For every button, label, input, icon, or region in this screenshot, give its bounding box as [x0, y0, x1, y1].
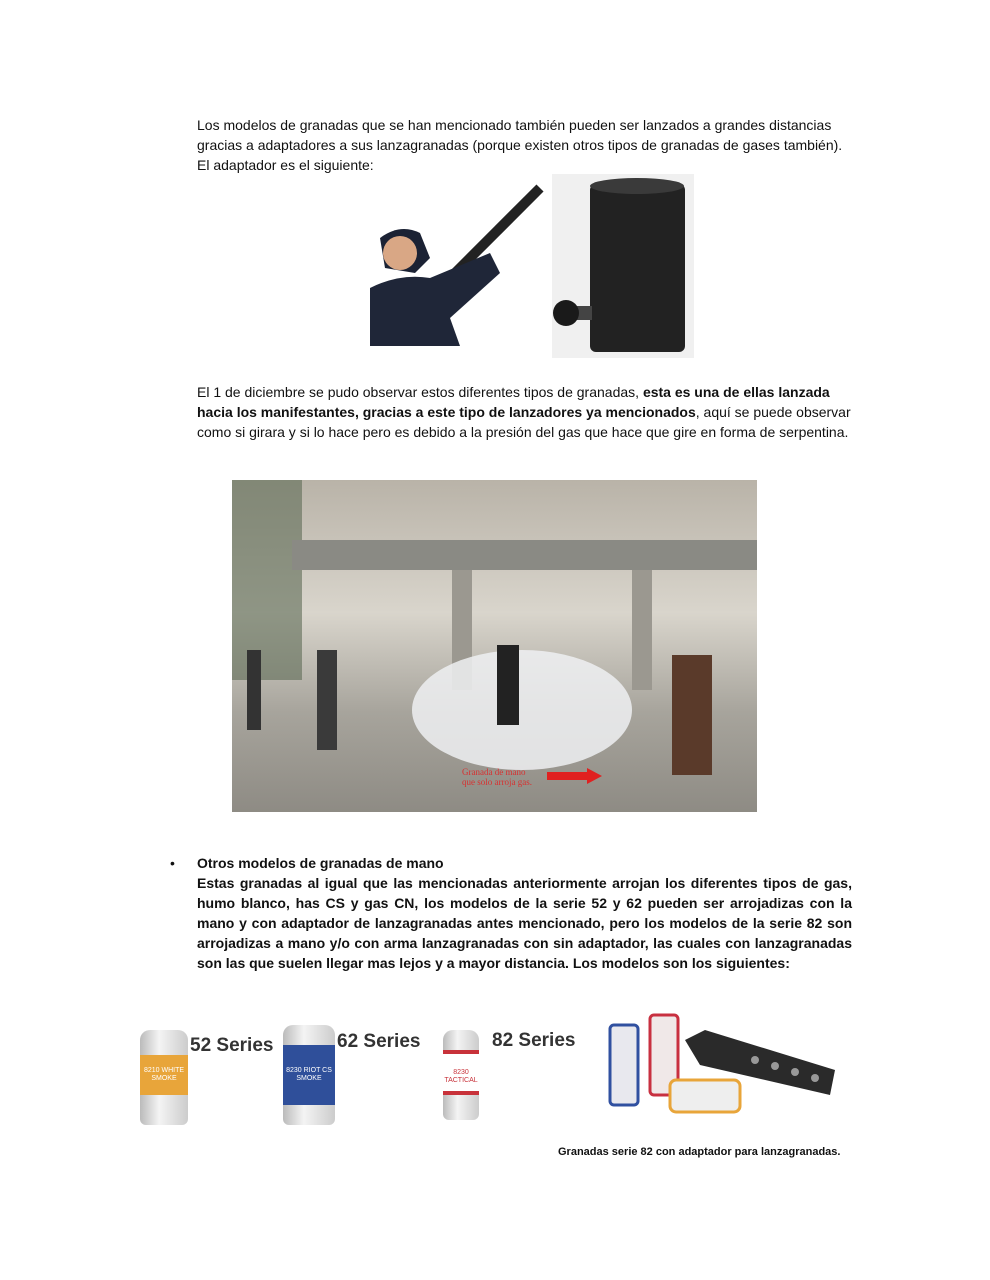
annotation-line-1: Granada de mano — [462, 767, 526, 777]
photo-82-series-with-adapter — [605, 1010, 840, 1130]
grenade-label: 8210 WHITE SMOKE — [140, 1055, 188, 1095]
bullet-body: Estas granadas al igual que las mencionadas anteriormente arrojan los diferentes tipos de gas, humo blanco, has CS y gas CN, los modelos de la serie 52 y 62 pueden ser arrojadizas con la mano y con adaptador de lanzagranadas antes mencionado, pero los modelos de la serie 82 son arrojadizas a mano y/o con arma lanzagranadas con sin adaptador, las cuales con lanzagranadas son las que suelen llegar mas lejos y a mayor distancia. Los modelos son los siguientes: — [197, 875, 852, 971]
bullet-item-other-grenades — [197, 853, 852, 973]
photo-protest-grenade — [232, 480, 757, 812]
series-label: 52 Series — [190, 1035, 274, 1056]
figure-caption: Granadas serie 82 con adaptador para lanzagranadas. — [558, 1146, 841, 1158]
grenade-label: 8230 RIOT CS SMOKE — [283, 1045, 335, 1105]
bullet-title: Otros modelos de granadas de mano — [197, 855, 444, 871]
grenade-label: 8230 TACTICAL — [443, 1050, 479, 1095]
paragraph-launcher-adapters: Los modelos de granadas que se han mencionado también pueden ser lanzados a grandes distancias gracias a adaptadores a sus lanzagranadas (porque existen otros tipos de granadas de gases también). El adaptador es el siguiente: — [197, 117, 843, 173]
photo-adapter-cylinder — [552, 174, 694, 358]
bullet-icon: • — [170, 855, 175, 871]
bold-text-run: esta es una de ellas lanzada hacia los manifestantes, gracias a este tipo de lanzadores ya mencionados — [197, 384, 830, 420]
paragraph-december-1 — [197, 382, 857, 442]
text-run: El 1 de diciembre se pudo observar estos diferentes tipos de granadas, — [197, 384, 643, 400]
annotation-line-2: que solo arroja gas. — [462, 777, 532, 787]
series-label: 82 Series — [492, 1030, 576, 1051]
photo-officer-with-launcher — [370, 178, 545, 346]
series-label: 62 Series — [337, 1031, 421, 1052]
text-run: , aquí se puede observar como si girara y si lo hace pero es debido a la presión del gas que hace que gire en forma de serpentina. — [197, 404, 851, 440]
